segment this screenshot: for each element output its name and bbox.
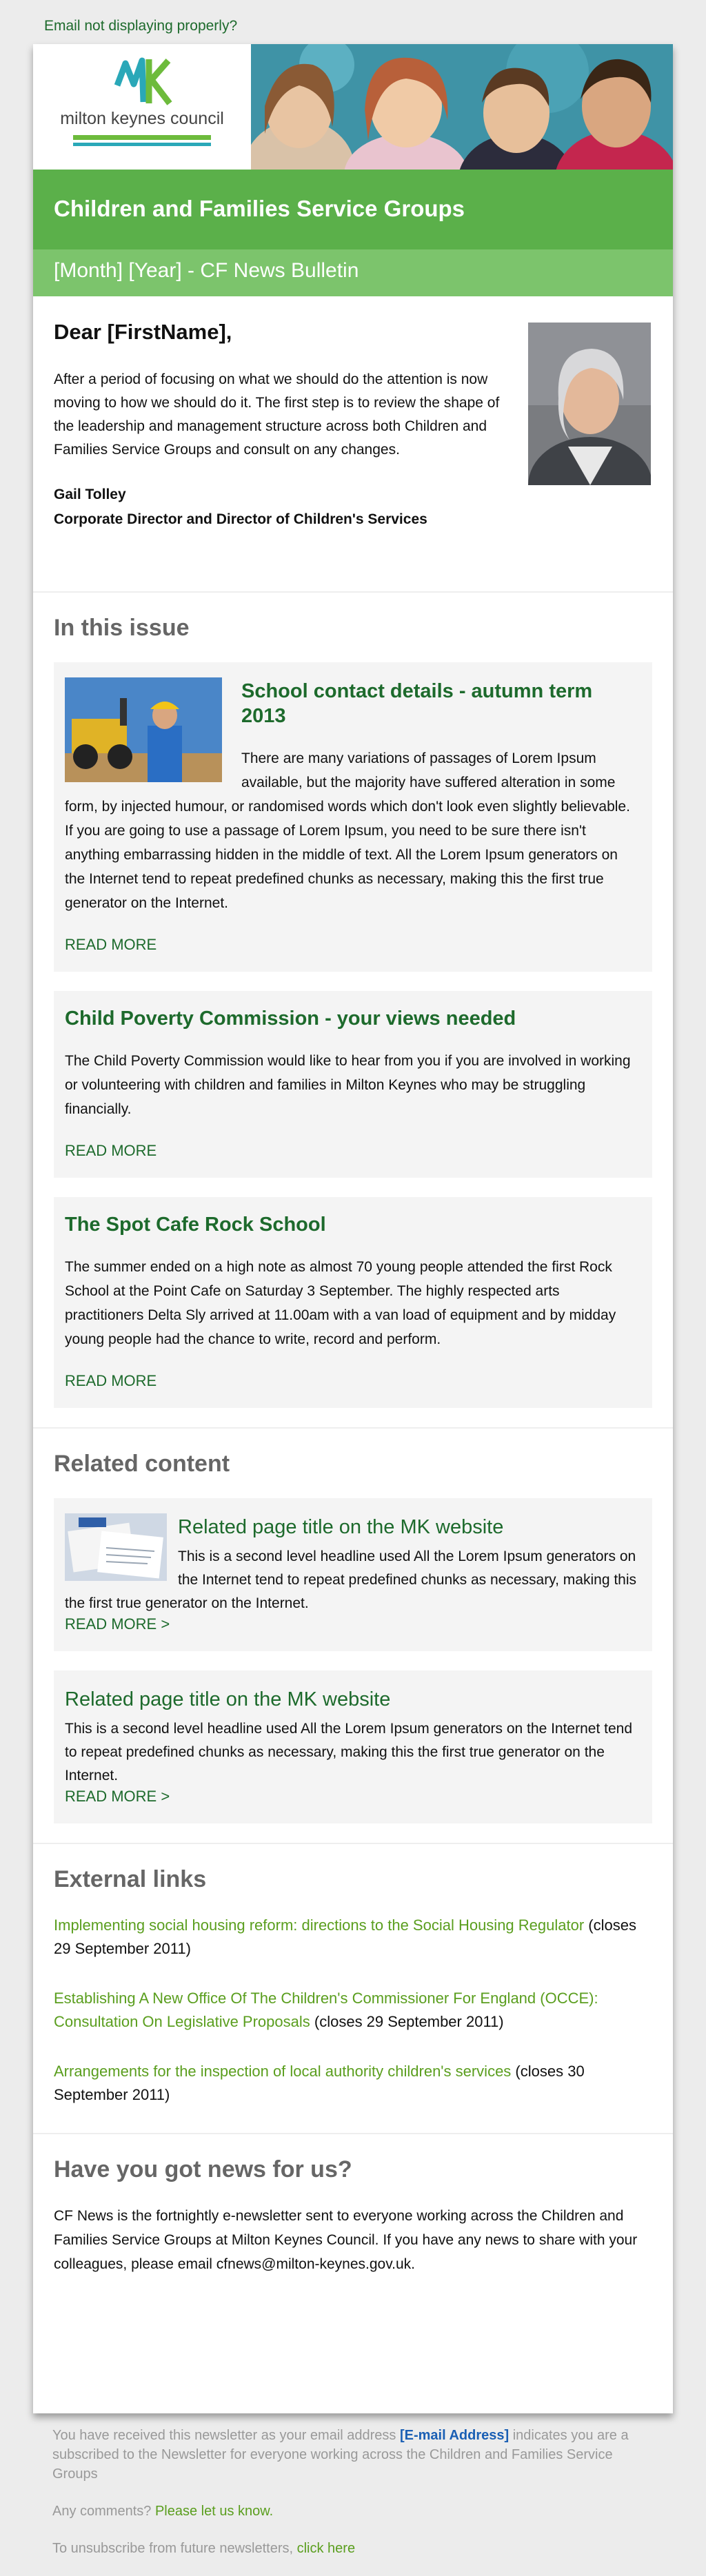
article-body: The Child Poverty Commission would like to hear from you if you are involved in working or volunteering with children and families in Milton Keynes who may be struggling financially. — [65, 1053, 631, 1117]
closing-date: (closes 29 September 2011) — [310, 2013, 504, 2030]
intro-text: After a period of focusing on what we should do the attention is now moving to how we should do it. The first step is to review the shape of the leadership and management structure across both Children and Families Service Groups and consult on any changes. — [54, 371, 500, 458]
top-bar — [0, 0, 706, 44]
article-card — [54, 1197, 652, 1408]
closing-date: (closes 29 September 2011) — [54, 1916, 636, 1957]
footer — [52, 2426, 659, 2576]
article-title[interactable]: The Spot Cafe Rock School — [65, 1214, 326, 1236]
newsletter-title: Children and Families Service Groups — [33, 170, 673, 249]
related-body: This is a second level headline used All the Lorem Ipsum generators on the Internet tend to repeat predefined chunks as necessary, making this the first true generator on the Internet. — [65, 1548, 637, 1611]
mk-logo-mark — [117, 59, 170, 103]
related-content-section — [33, 1429, 673, 1844]
section-heading: In this issue — [54, 615, 190, 641]
external-link[interactable]: Arrangements for the inspection of local authority children's services — [54, 2063, 512, 2080]
section-heading: Have you got news for us? — [54, 2156, 352, 2183]
director-portrait — [528, 323, 651, 485]
related-card — [54, 1498, 652, 1651]
comments-line — [52, 2502, 659, 2521]
external-link[interactable]: Establishing A New Office Of The Children's Commissioner For England (OCCE): Consultation On Legislative Proposals — [54, 1990, 598, 2030]
read-more-link[interactable]: READ MORE — [65, 936, 157, 953]
news-section — [33, 2134, 673, 2276]
signature — [54, 482, 651, 532]
external-link-item — [54, 1987, 652, 2034]
related-title[interactable]: Related page title on the MK website — [65, 1688, 391, 1710]
logo-text: milton keynes council — [60, 109, 224, 128]
article-body: There are many variations of passages of Lorem Ipsum available, but the majority have suffered alteration in some form, by injected humour, or randomised words which don't look even slightly believable. If you are going to use a passage of Lorem Ipsum, you need to be sure there isn't anything embarrassing hidden in the middle of text. All the Lorem Ipsum generators on the Internet tend to repeat predefined chunks as necessary, making this the first true generator on the Internet. — [65, 750, 630, 911]
external-link-item — [54, 2060, 652, 2107]
view-online-link[interactable]: Email not displaying properly? — [44, 18, 238, 34]
article-card — [54, 662, 652, 972]
read-more-link[interactable]: READ MORE > — [65, 1788, 170, 1805]
banner — [33, 44, 673, 170]
greeting: Dear [FirstName], — [54, 320, 232, 344]
bulletin-subtitle: [Month] [Year] - CF News Bulletin — [33, 249, 673, 296]
read-more-link[interactable]: READ MORE — [65, 1142, 157, 1159]
intro-section — [33, 296, 673, 593]
external-link-item — [54, 1914, 652, 1961]
section-heading: External links — [54, 1866, 207, 1892]
signature-name: Gail Tolley — [54, 487, 126, 502]
council-logo — [33, 44, 251, 170]
newsletter-container — [33, 44, 673, 2413]
email-address: [E-mail Address] — [399, 2428, 510, 2443]
section-heading: Related content — [54, 1451, 230, 1477]
subscription-notice — [52, 2426, 659, 2484]
related-body: This is a second level headline used All the Lorem Ipsum generators on the Internet tend to repeat predefined chunks as necessary, making this the first true generator on the Internet. — [65, 1721, 632, 1783]
unsubscribe-text: To unsubscribe from future newsletters, — [52, 2541, 297, 2556]
unsubscribe-line — [52, 2539, 659, 2558]
external-link[interactable]: Implementing social housing reform: directions to the Social Housing Regulator — [54, 1916, 585, 1934]
related-card — [54, 1670, 652, 1823]
notice-text: indicates you are a subscribed to the Newsletter for everyone working across the Children and Families Service Groups — [52, 2428, 629, 2482]
article-title[interactable]: School contact details - autumn term 2013 — [241, 680, 593, 727]
comments-text: Any comments? — [52, 2504, 155, 2519]
article-card — [54, 991, 652, 1178]
news-body: CF News is the fortnightly e-newsletter sent to everyone working across the Children and Families Service Groups at Milton Keynes Council. If you have any news to share with your colleagues, please email cfnews@milton-keynes.gov.uk. — [54, 2208, 638, 2272]
read-more-link[interactable]: READ MORE — [65, 1372, 157, 1389]
feedback-link[interactable]: Please let us know. — [154, 2504, 274, 2519]
signature-title: Corporate Director and Director of Children's Services — [54, 511, 427, 527]
documents-image — [65, 1513, 167, 1581]
unsubscribe-link[interactable]: click here — [296, 2541, 356, 2556]
in-this-issue-section — [33, 593, 673, 1429]
article-body: The summer ended on a high note as almost 70 young people attended the first Rock School at the Point Cafe on Saturday 3 September. The highly respected arts practitioners Delta Sly arrived at 11.00am with a van load of equipment and by midday young people had the chance to write, record and perform. — [65, 1259, 616, 1347]
construction-worker-image — [65, 677, 222, 782]
related-title[interactable]: Related page title on the MK website — [178, 1516, 504, 1538]
children-photo — [251, 44, 673, 170]
article-title[interactable]: Child Poverty Commission - your views needed — [65, 1008, 516, 1030]
external-links-section — [33, 1844, 673, 2134]
notice-text: You have received this newsletter as your email address — [52, 2428, 400, 2443]
closing-date: (closes 30 September 2011) — [54, 2063, 585, 2103]
read-more-link[interactable]: READ MORE > — [65, 1615, 170, 1633]
